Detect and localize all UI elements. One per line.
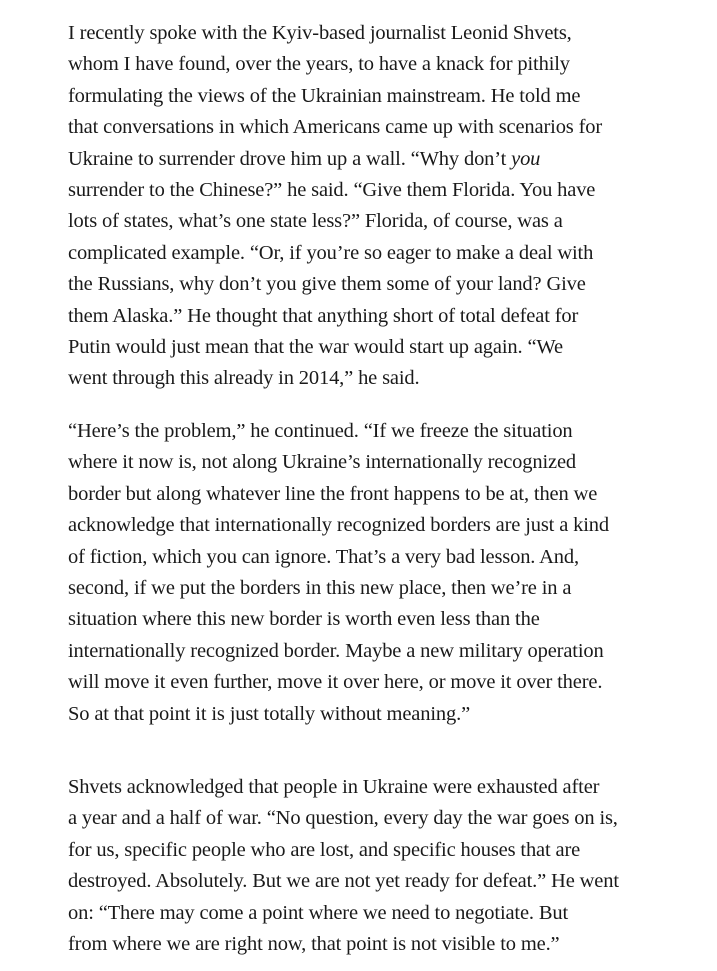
text-line: second, if we put the borders in this new place, then we’re in a [68, 576, 572, 599]
paragraph-2 [68, 416, 678, 730]
text-line: on: “There may come a point where we need to negotiate. But [68, 901, 569, 924]
paragraph-1 [68, 18, 678, 395]
text-line: I recently spoke with the Kyiv-based journalist Leonid Shvets, [68, 22, 572, 44]
text-line: for us, specific people who are lost, and specific houses that are [68, 838, 581, 861]
text-line: Putin would just mean that the war would start up again. “We [68, 336, 563, 359]
text-line: situation where this new border is worth even less than the [68, 608, 540, 631]
text-line: that conversations in which Americans came up with scenarios for [68, 116, 603, 139]
text-line: a year and a half of war. “No question, every day the war goes on is, [68, 807, 618, 830]
text-line: destroyed. Absolutely. But we are not yet ready for defeat.” He went [68, 870, 619, 893]
text-line: internationally recognized border. Maybe a new military operation [68, 639, 604, 662]
text-line: where it now is, not along Ukraine’s internationally recognized [68, 451, 577, 474]
text-line: lots of states, what’s one state less?” Florida, of course, was a [68, 210, 563, 233]
text-line: will move it even further, move it over here, or move it over there. [68, 671, 603, 694]
text-line: from where we are right now, that point is not visible to me.” [68, 932, 560, 955]
text-line: So at that point it is just totally without meaning.” [68, 702, 471, 725]
text-line: of fiction, which you can ignore. That’s a very bad lesson. And, [68, 545, 579, 568]
text-line: the Russians, why don’t you give them some of your land? Give [68, 273, 586, 296]
text-segment: Ukraine to surrender drove him up a wall. “Why don’t [68, 147, 512, 170]
text-line-with-emphasis [68, 144, 678, 175]
text-line: surrender to the Chinese?” he said. “Give them Florida. You have [68, 179, 596, 202]
text-line: acknowledge that internationally recognized borders are just a kind [68, 514, 609, 537]
paragraph-3 [68, 772, 678, 960]
text-line: border but along whatever line the front happens to be at, then we [68, 482, 598, 505]
article-body [68, 18, 678, 960]
text-line: went through this already in 2014,” he said. [68, 367, 420, 390]
text-line: Shvets acknowledged that people in Ukraine were exhausted after [68, 775, 600, 798]
emphasis-text: you [511, 147, 541, 170]
text-line: formulating the views of the Ukrainian mainstream. He told me [68, 84, 581, 107]
text-line: “Here’s the problem,” he continued. “If we freeze the situation [68, 419, 573, 442]
text-line: them Alaska.” He thought that anything short of total defeat for [68, 304, 579, 327]
text-line: complicated example. “Or, if you’re so eager to make a deal with [68, 241, 594, 264]
text-line: whom I have found, over the years, to have a knack for pithily [68, 53, 570, 76]
